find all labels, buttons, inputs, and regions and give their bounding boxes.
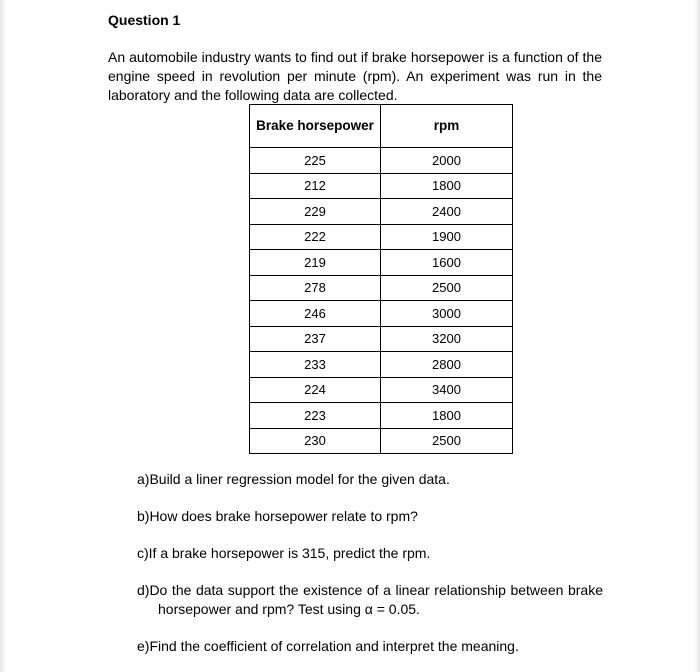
question-e: e)Find the coefficient of correlation and interpret the meaning. (137, 638, 519, 654)
cell-brake-horsepower: 230 (250, 428, 381, 454)
table-row (250, 224, 513, 250)
cell-brake-horsepower: 224 (250, 377, 381, 403)
cell-brake-horsepower: 223 (250, 403, 381, 429)
cell-rpm: 1600 (381, 250, 513, 276)
cell-brake-horsepower: 237 (250, 326, 381, 352)
table-row (250, 250, 513, 276)
cell-brake-horsepower: 246 (250, 301, 381, 327)
intro-paragraph: An automobile industry wants to find out if brake horsepower is a function of the engine speed in revolution per minute (rpm). An experiment was run in the laboratory and the following data are collected. (108, 49, 602, 103)
cell-rpm: 2800 (381, 352, 513, 378)
question-c: c)If a brake horsepower is 315, predict the rpm. (137, 545, 431, 561)
cell-brake-horsepower: 233 (250, 352, 381, 378)
table-row (250, 403, 513, 429)
cell-rpm: 2500 (381, 428, 513, 454)
table-row (250, 199, 513, 225)
question-b: b)How does brake horsepower relate to rpm? (137, 508, 418, 524)
table-row (250, 326, 513, 352)
cell-brake-horsepower: 212 (250, 173, 381, 199)
table-row (250, 377, 513, 403)
question-list (137, 470, 603, 656)
question-a: a)Build a liner regression model for the given data. (137, 471, 450, 487)
cell-brake-horsepower: 219 (250, 250, 381, 276)
question-title: Question 1 (108, 12, 181, 28)
cell-rpm: 1800 (381, 173, 513, 199)
table-row (250, 428, 513, 454)
cell-rpm: 2000 (381, 148, 513, 174)
header-brake-horsepower: Brake horsepower (250, 105, 381, 148)
table-row (250, 148, 513, 174)
cell-rpm: 2500 (381, 275, 513, 301)
data-table (249, 104, 513, 454)
right-page-shadow (694, 0, 700, 672)
table-row (250, 173, 513, 199)
cell-rpm: 3400 (381, 377, 513, 403)
cell-rpm: 1800 (381, 403, 513, 429)
cell-brake-horsepower: 278 (250, 275, 381, 301)
cell-brake-horsepower: 222 (250, 224, 381, 250)
header-rpm: rpm (381, 105, 513, 148)
cell-rpm: 1900 (381, 224, 513, 250)
table-header-row (250, 105, 513, 148)
table-body (250, 148, 513, 454)
cell-rpm: 3200 (381, 326, 513, 352)
cell-brake-horsepower: 225 (250, 148, 381, 174)
table-row (250, 301, 513, 327)
table-row (250, 352, 513, 378)
table-row (250, 275, 513, 301)
cell-brake-horsepower: 229 (250, 199, 381, 225)
left-page-shadow (0, 0, 6, 672)
cell-rpm: 2400 (381, 199, 513, 225)
question-d: d)Do the data support the existence of a linear relationship between brake horsepower and rpm? Test using α = 0.05. (137, 582, 603, 617)
cell-rpm: 3000 (381, 301, 513, 327)
